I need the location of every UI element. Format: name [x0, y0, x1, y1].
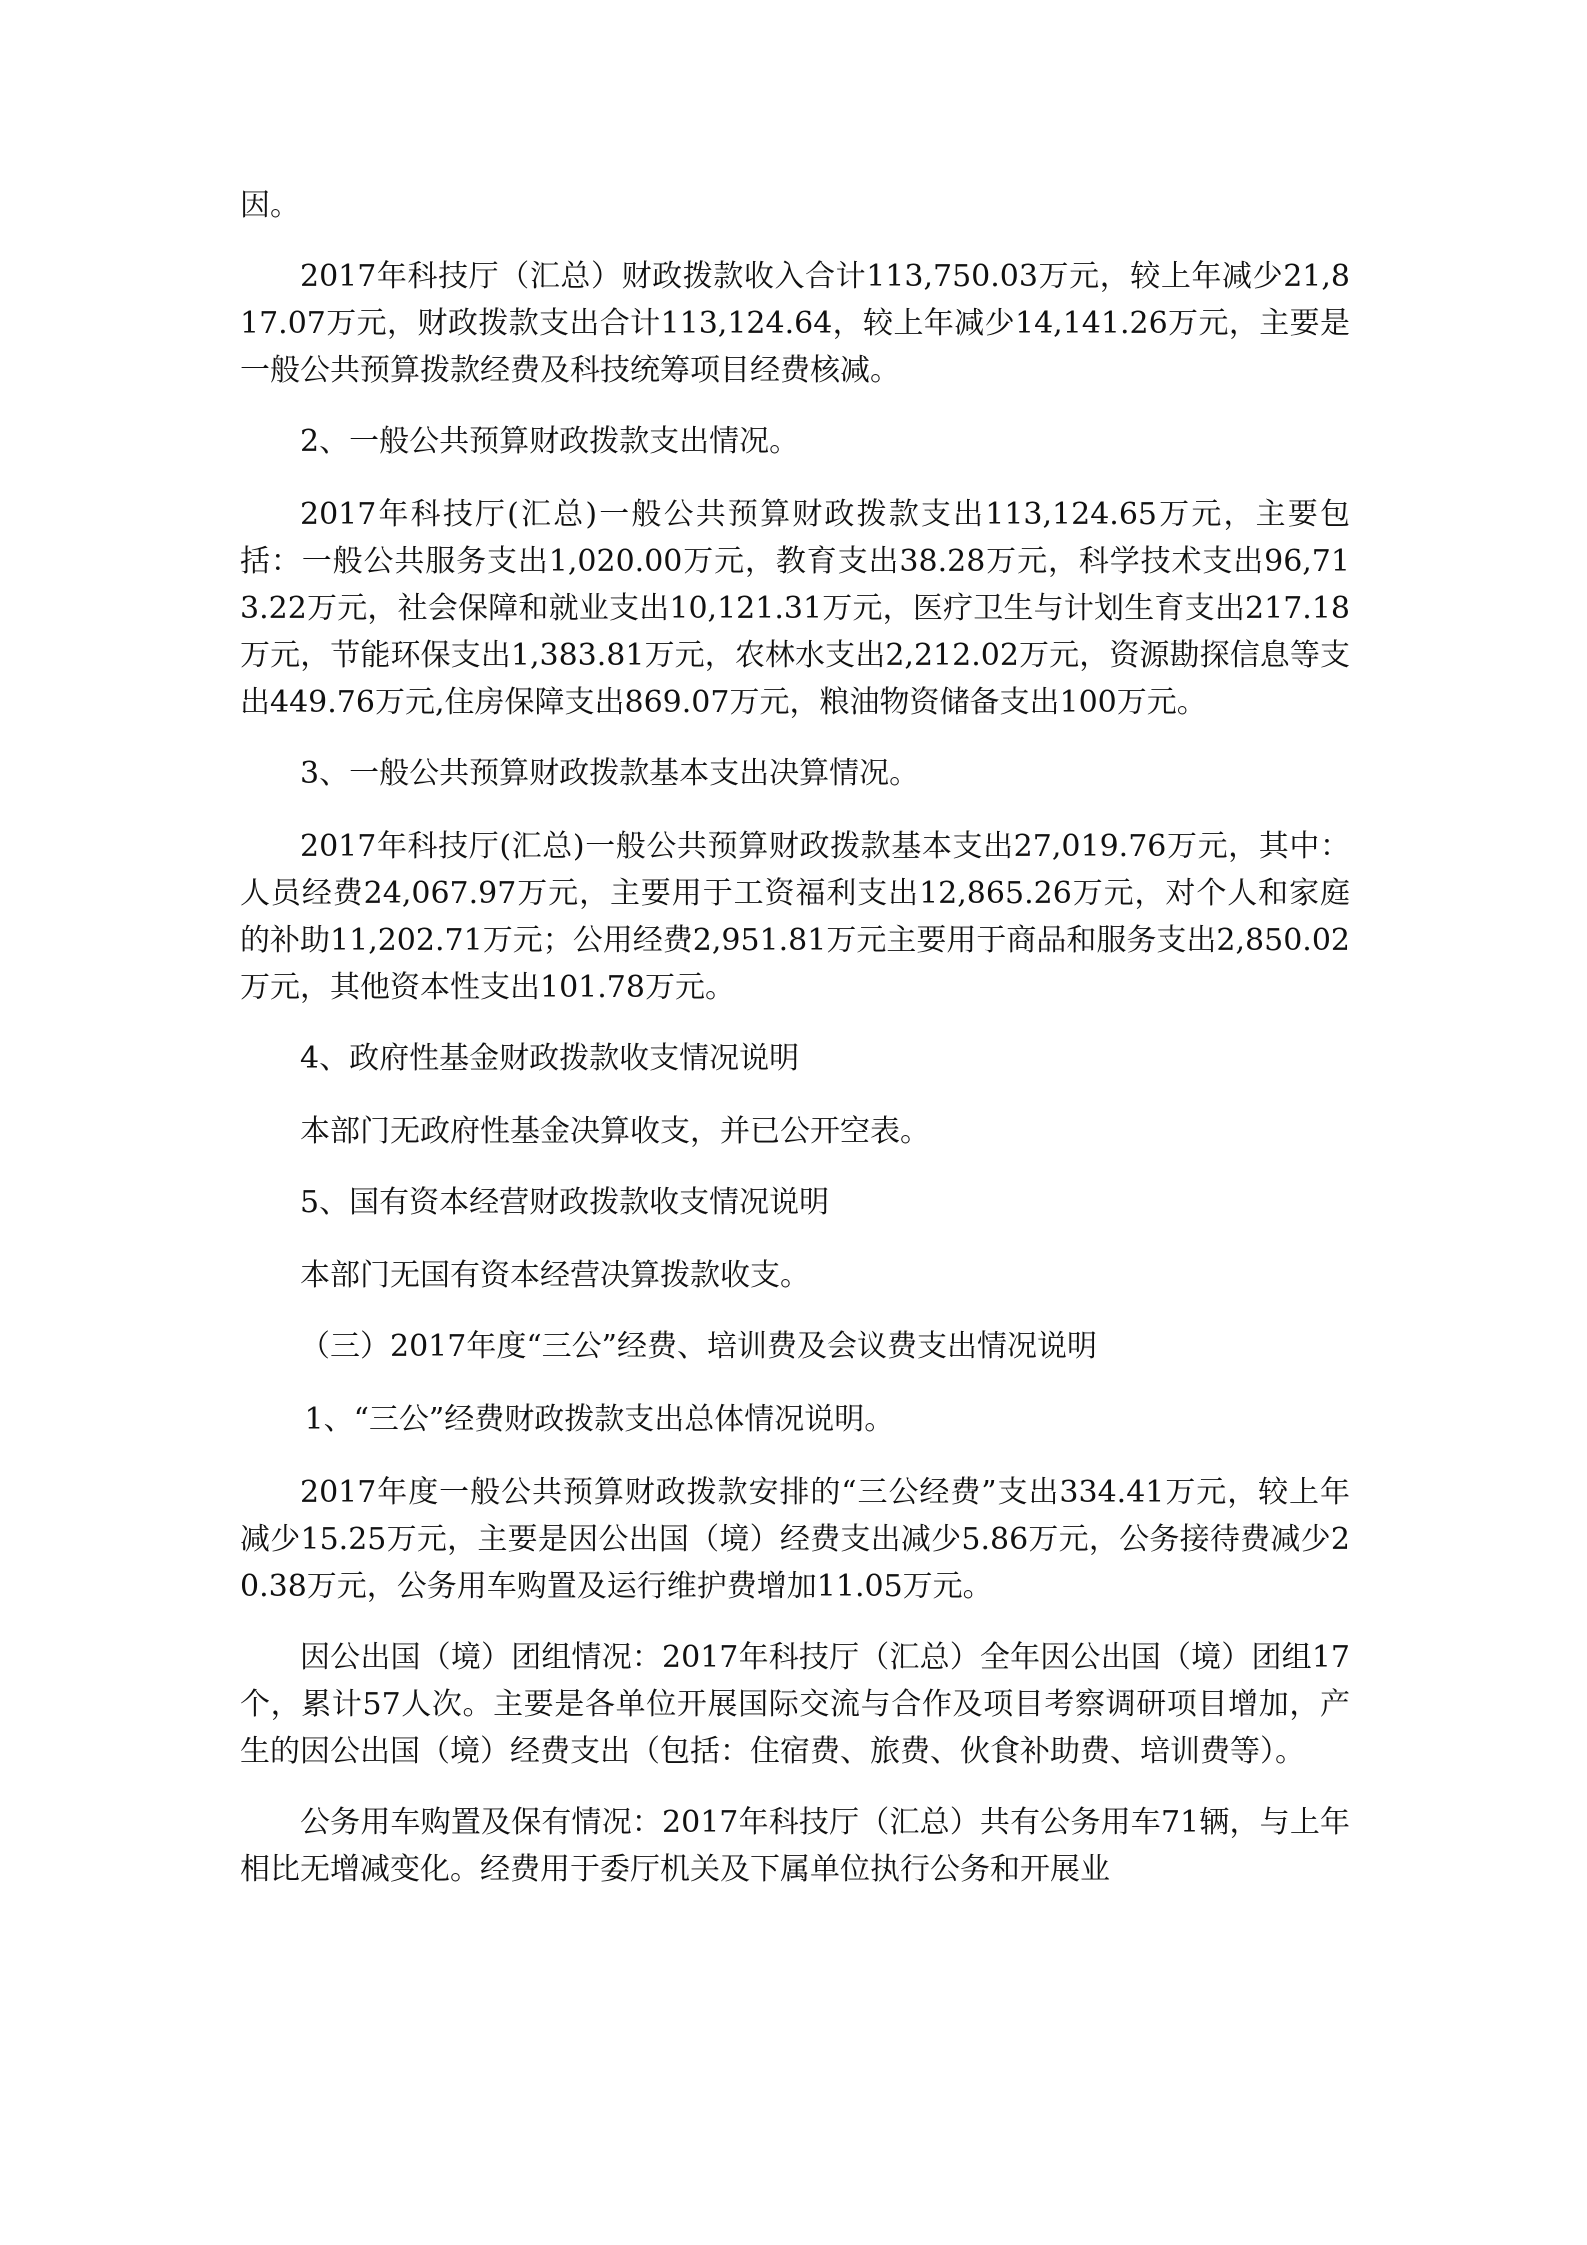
- subsection-heading-three-public-overview: 1、“三公”经费财政拨款支出总体情况说明。: [304, 1402, 895, 1437]
- paragraph-fiscal-income-summary: 2017年科技厅（汇总）财政拨款收入合计113,750.03万元，较上年减少21,817.07万元，财政拨款支出合计113,124.64，较上年减少14,141.26万元，主要是一般公共预算拨款经费及科技统筹项目经费核减。: [240, 259, 1350, 388]
- section-heading-basic-expenditure: 3、一般公共预算财政拨款基本支出决算情况。: [300, 756, 920, 791]
- section-heading-government-fund: 4、政府性基金财政拨款收支情况说明: [300, 1041, 800, 1076]
- paragraph-basic-expenditure: 2017年科技厅(汇总)一般公共预算财政拨款基本支出27,019.76万元，其中：人员经费24,067.97万元，主要用于工资福利支出12,865.26万元，对个人和家庭的补助11,202.71万元；公用经费2,951.81万元主要用于商品和服务支出2,850.02万元，其他资本性支出101.78万元。: [240, 829, 1350, 1005]
- section-heading-state-capital: 5、国有资本经营财政拨款收支情况说明: [300, 1185, 830, 1220]
- paragraph-overseas-delegations: 因公出国（境）团组情况：2017年科技厅（汇总）全年因公出国（境）团组17个，累计57人次。主要是各单位开展国际交流与合作及项目考察调研项目增加，产生的因公出国（境）经费支出（包括：住宿费、旅费、伙食补助费、培训费等）。: [240, 1640, 1350, 1769]
- paragraph-state-capital: 本部门无国有资本经营决算拨款收支。: [300, 1258, 810, 1293]
- paragraph-continuation: 因。: [240, 188, 300, 223]
- section-heading-three-public-expenses: （三）2017年度“三公”经费、培训费及会议费支出情况说明: [300, 1329, 1098, 1364]
- paragraph-official-vehicles: 公务用车购置及保有情况：2017年科技厅（汇总）共有公务用车71辆，与上年相比无增减变化。经费用于委厅机关及下属单位执行公务和开展业: [240, 1805, 1350, 1887]
- section-heading-general-budget-expenditure: 2、一般公共预算财政拨款支出情况。: [300, 424, 800, 459]
- paragraph-general-budget-expenditure: 2017年科技厅(汇总)一般公共预算财政拨款支出113,124.65万元，主要包括：一般公共服务支出1,020.00万元，教育支出38.28万元，科学技术支出96,713.22万元，社会保障和就业支出10,121.31万元，医疗卫生与计划生育支出217.18万元，节能环保支出1,383.81万元，农林水支出2,212.02万元，资源勘探信息等支出449.76万元,住房保障支出869.07万元，粮油物资储备支出100万元。: [240, 497, 1350, 720]
- paragraph-three-public-overview: 2017年度一般公共预算财政拨款安排的“三公经费”支出334.41万元，较上年减少15.25万元，主要是因公出国（境）经费支出减少5.86万元，公务接待费减少20.38万元，公务用车购置及运行维护费增加11.05万元。: [240, 1475, 1350, 1604]
- paragraph-government-fund: 本部门无政府性基金决算收支，并已公开空表。: [300, 1114, 930, 1149]
- document-body: [240, 182, 1350, 1917]
